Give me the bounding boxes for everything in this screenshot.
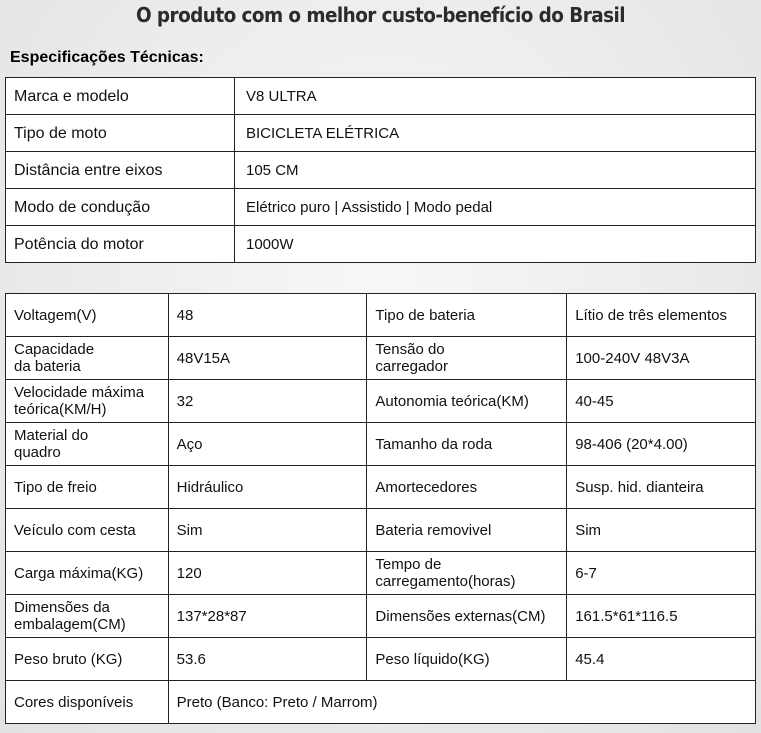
spec-label: Material do quadro: [6, 423, 169, 466]
spec-value: 48: [168, 294, 367, 337]
spec-label: Capacidade da bateria: [6, 337, 169, 380]
spec-value: 45.4: [567, 638, 756, 681]
spec-label: Peso bruto (KG): [6, 638, 169, 681]
spec-label: Amortecedores: [367, 466, 567, 509]
spec-value: 1000W: [235, 226, 756, 263]
spec-value: Hidráulico: [168, 466, 367, 509]
table-row: [6, 294, 756, 337]
spec-value: 98-406 (20*4.00): [567, 423, 756, 466]
table-row: [6, 189, 756, 226]
section-title: Especificações Técnicas:: [10, 49, 204, 66]
spec-label: Bateria removivel: [367, 509, 567, 552]
table-row: [6, 423, 756, 466]
table-row: [6, 595, 756, 638]
spec-value: 6-7: [567, 552, 756, 595]
spec-label: Carga máxima(KG): [6, 552, 169, 595]
spec-label: Tipo de bateria: [367, 294, 567, 337]
table-row: [6, 638, 756, 681]
basic-specs-table: [5, 77, 756, 263]
spec-label: Cores disponíveis: [6, 681, 169, 724]
spec-value: BICICLETA ELÉTRICA: [235, 115, 756, 152]
spec-label: Marca e modelo: [6, 78, 235, 115]
spec-value: 100-240V 48V3A: [567, 337, 756, 380]
table-row: [6, 681, 756, 724]
spec-label: Peso líquido(KG): [367, 638, 567, 681]
table-row: [6, 552, 756, 595]
detail-specs-table: [5, 293, 756, 724]
spec-value: Preto (Banco: Preto / Marrom): [168, 681, 755, 724]
spec-value: 161.5*61*116.5: [567, 595, 756, 638]
spec-label: Velocidade máxima teórica(KM/H): [6, 380, 169, 423]
spec-value: Elétrico puro | Assistido | Modo pedal: [235, 189, 756, 226]
spec-value: 137*28*87: [168, 595, 367, 638]
spec-label: Voltagem(V): [6, 294, 169, 337]
spec-label: Tensão do carregador: [367, 337, 567, 380]
spec-label: Tipo de freio: [6, 466, 169, 509]
spec-label: Dimensões da embalagem(CM): [6, 595, 169, 638]
spec-label: Tipo de moto: [6, 115, 235, 152]
spec-label: Modo de condução: [6, 189, 235, 226]
spec-value: Lítio de três elementos: [567, 294, 756, 337]
table-row: [6, 78, 756, 115]
spec-label: Veículo com cesta: [6, 509, 169, 552]
spec-value: Aço: [168, 423, 367, 466]
page-headline: O produto com o melhor custo-benefício do Brasil: [135, 3, 626, 27]
spec-value: 105 CM: [235, 152, 756, 189]
table-row: [6, 226, 756, 263]
spec-value: V8 ULTRA: [235, 78, 756, 115]
spec-value: 40-45: [567, 380, 756, 423]
spec-value: Susp. hid. dianteira: [567, 466, 756, 509]
table-row: [6, 152, 756, 189]
spec-label: Potência do motor: [6, 226, 235, 263]
spec-value: Sim: [168, 509, 367, 552]
spec-value: 120: [168, 552, 367, 595]
spec-label: Tamanho da roda: [367, 423, 567, 466]
table-row: [6, 115, 756, 152]
spec-value: 48V15A: [168, 337, 367, 380]
spec-label: Autonomia teórica(KM): [367, 380, 567, 423]
spec-value: 53.6: [168, 638, 367, 681]
table-row: [6, 380, 756, 423]
spec-value: Sim: [567, 509, 756, 552]
table-row: [6, 509, 756, 552]
spec-label: Dimensões externas(CM): [367, 595, 567, 638]
spec-label: Distância entre eixos: [6, 152, 235, 189]
table-row: [6, 337, 756, 380]
spec-value: 32: [168, 380, 367, 423]
table-row: [6, 466, 756, 509]
spec-label: Tempo de carregamento(horas): [367, 552, 567, 595]
